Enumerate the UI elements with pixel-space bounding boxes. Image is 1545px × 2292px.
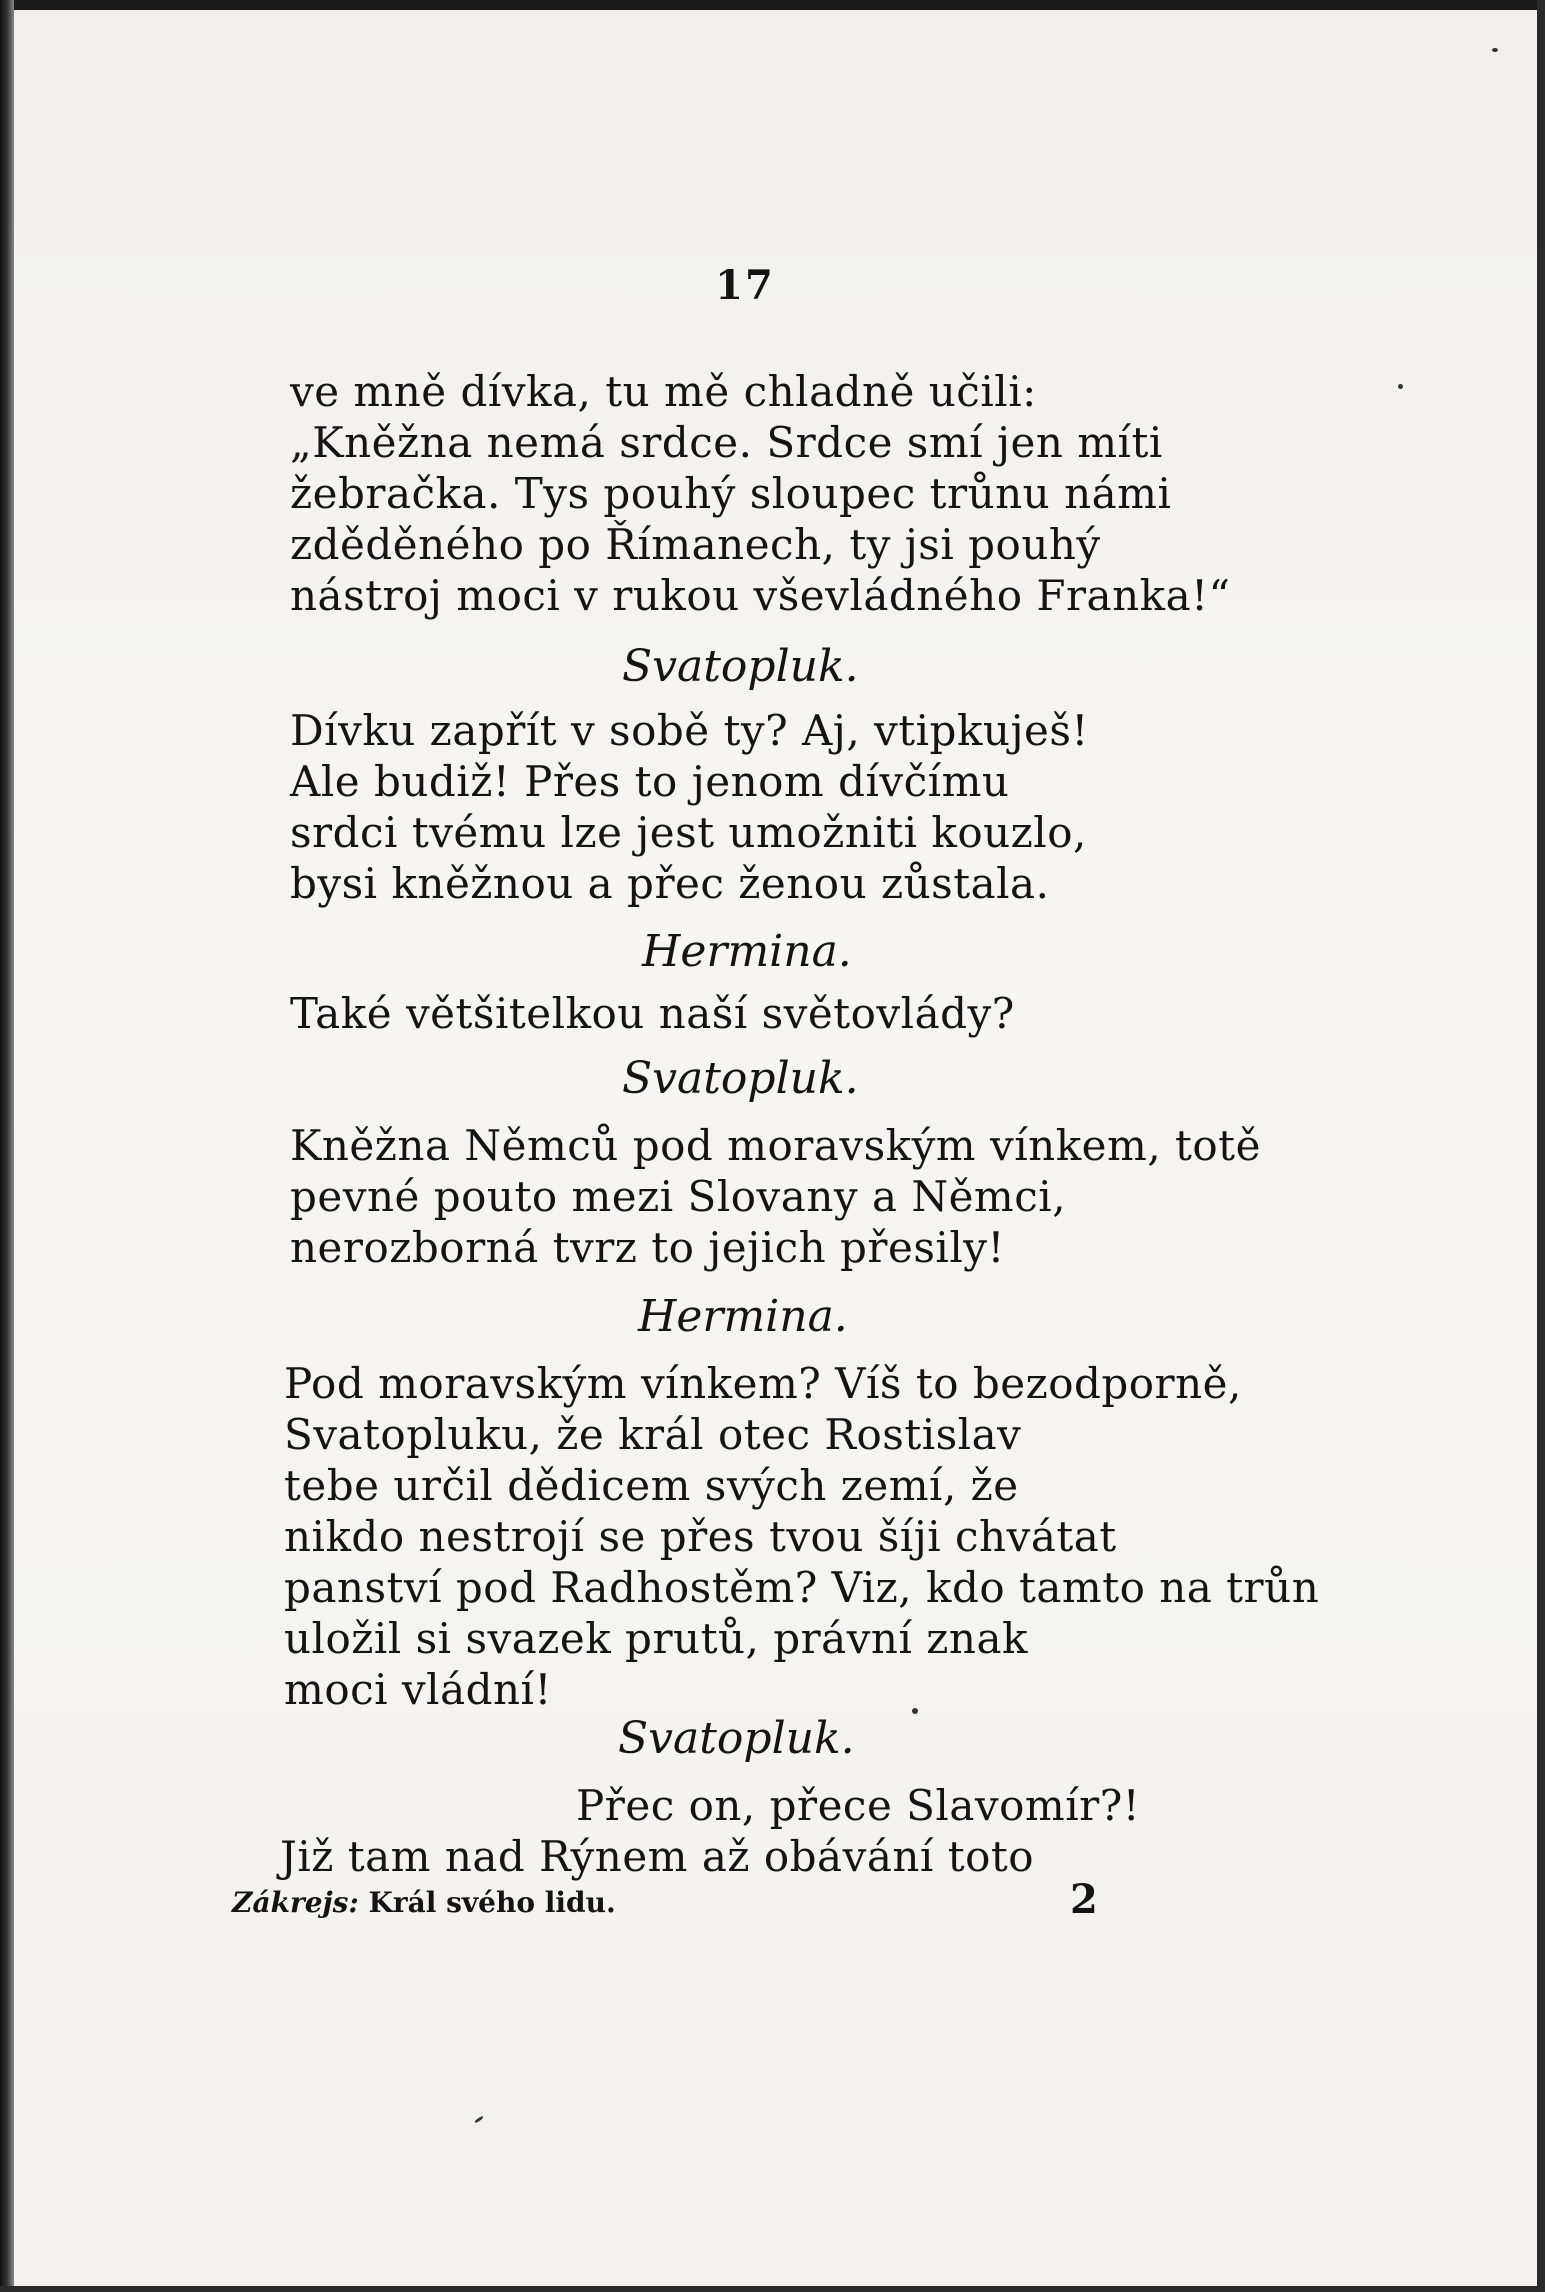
text-line: Svatopluku, že král otec Rostislav bbox=[284, 1410, 1022, 1459]
text-line: Již tam nad Rýnem až obávání toto bbox=[280, 1832, 1035, 1881]
text-line: tebe určil dědicem svých zemí, že bbox=[284, 1461, 1019, 1510]
text-block-5 bbox=[284, 1358, 1320, 1715]
text-line: srdci tvému lze jest umožniti kouzlo, bbox=[290, 808, 1087, 857]
text-line: „Kněžna nemá srdce. Srdce smí jen míti bbox=[290, 418, 1163, 467]
speaker-name: Svatopluk. bbox=[622, 641, 859, 692]
text-line: Pod moravským vínkem? Víš to bezodporně, bbox=[284, 1359, 1242, 1408]
footer-author: Zákrejs: bbox=[232, 1886, 359, 1919]
scan-edge-bottom bbox=[0, 2286, 1545, 2292]
speaker-name: Svatopluk. bbox=[618, 1713, 855, 1764]
text-line: zděděného po Římanech, ty jsi pouhý bbox=[290, 520, 1101, 569]
text-line: Kněžna Němců pod moravským vínkem, totě bbox=[290, 1121, 1261, 1170]
page-number: 17 bbox=[715, 262, 775, 309]
text-line: uložil si svazek prutů, právní znak bbox=[284, 1614, 1028, 1663]
text-line: Přec on, přece Slavomír?! bbox=[576, 1781, 1141, 1830]
scan-edge-top bbox=[0, 0, 1545, 10]
scan-edge-left bbox=[0, 0, 14, 2292]
scan-speck bbox=[1492, 48, 1498, 52]
text-line: moci vládní! bbox=[284, 1665, 552, 1714]
text-line: nikdo nestrojí se přes tvou šíji chvátat bbox=[284, 1512, 1117, 1561]
text-line: nerozborná tvrz to jejich přesily! bbox=[290, 1223, 1005, 1272]
text-line: ve mně dívka, tu mě chladně učili: bbox=[290, 367, 1037, 416]
scan-edge-right bbox=[1537, 0, 1545, 2292]
scan-speck bbox=[474, 2115, 484, 2123]
text-block-4 bbox=[290, 1120, 1290, 1273]
text-line: bysi kněžnou a přec ženou zůstala. bbox=[290, 859, 1050, 908]
speaker-name: Svatopluk. bbox=[622, 1053, 859, 1104]
scan-speck bbox=[1398, 384, 1403, 389]
text-line: Dívku zapřít v sobě ty? Aj, vtipkuješ! bbox=[290, 706, 1089, 755]
speaker-name: Hermina. bbox=[638, 1291, 848, 1342]
text-line: Také většitelkou naší světovlády? bbox=[290, 989, 1015, 1038]
text-line: pevné pouto mezi Slovany a Němci, bbox=[290, 1172, 1067, 1221]
text-block-6 bbox=[280, 1780, 1280, 1882]
footer-title: Král svého lidu. bbox=[368, 1886, 616, 1919]
text-block-3 bbox=[290, 988, 1290, 1039]
text-line: žebračka. Tys pouhý sloupec trůnu námi bbox=[290, 469, 1172, 518]
scan-speck bbox=[912, 1708, 918, 1714]
text-block-2 bbox=[290, 705, 1290, 909]
footer-signature-number: 2 bbox=[1070, 1876, 1098, 1923]
footer-signature-line bbox=[232, 1886, 616, 1919]
text-line: nástroj moci v rukou vševládného Franka!“ bbox=[290, 571, 1231, 620]
text-line: panství pod Radhostěm? Viz, kdo tamto na trůn bbox=[284, 1563, 1320, 1612]
text-line: Ale budiž! Přes to jenom dívčímu bbox=[290, 757, 1010, 806]
speaker-name: Hermina. bbox=[642, 926, 852, 977]
text-block-1 bbox=[290, 366, 1290, 621]
